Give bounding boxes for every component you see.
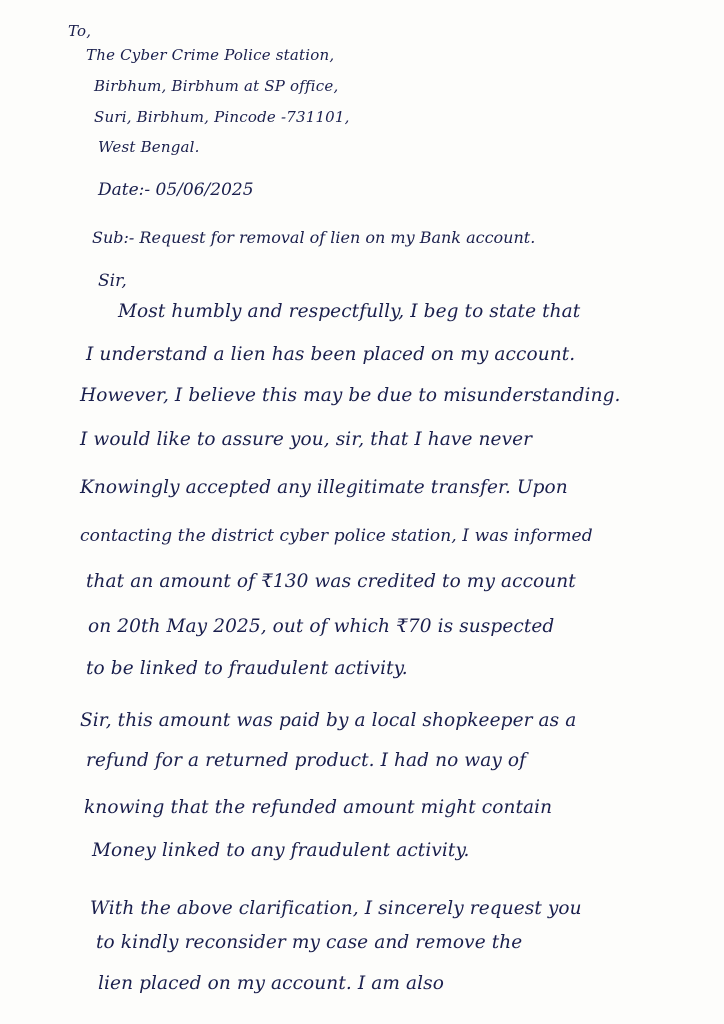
body-line: to kindly reconsider my case and remove the <box>96 932 523 953</box>
body-line: Knowingly accepted any illegitimate transfer. Upon <box>80 477 568 498</box>
letter-date: Date:- 05/06/2025 <box>98 180 254 200</box>
body-line: lien placed on my account. I am also <box>98 973 444 994</box>
body-line: Sir, this amount was paid by a local shopkeeper as a <box>80 710 577 731</box>
letter-subject: Sub:- Request for removal of lien on my Bank account. <box>92 228 536 247</box>
address-line-1: The Cyber Crime Police station, <box>86 46 335 64</box>
address-to: To, <box>68 22 92 40</box>
body-line: to be linked to fraudulent activity. <box>86 658 408 679</box>
body-line: With the above clarification, I sincerely request you <box>90 898 582 919</box>
body-line: Money linked to any fraudulent activity. <box>92 840 470 861</box>
body-line: I would like to assure you, sir, that I have never <box>80 429 533 450</box>
salutation: Sir, <box>98 271 127 291</box>
address-line-3: Suri, Birbhum, Pincode -731101, <box>94 108 350 126</box>
body-line: Most humbly and respectfully, I beg to state that <box>118 301 581 322</box>
address-line-4: West Bengal. <box>98 138 200 156</box>
body-line: that an amount of ₹130 was credited to my account <box>86 571 576 592</box>
body-line: contacting the district cyber police station, I was informed <box>80 526 593 546</box>
address-line-2: Birbhum, Birbhum at SP office, <box>94 77 339 95</box>
body-line: I understand a lien has been placed on my account. <box>86 344 576 365</box>
body-line: on 20th May 2025, out of which ₹70 is suspected <box>88 616 555 637</box>
body-line: refund for a returned product. I had no way of <box>86 750 527 771</box>
body-line: knowing that the refunded amount might contain <box>84 797 553 818</box>
body-line: However, I believe this may be due to misunderstanding. <box>80 385 621 406</box>
